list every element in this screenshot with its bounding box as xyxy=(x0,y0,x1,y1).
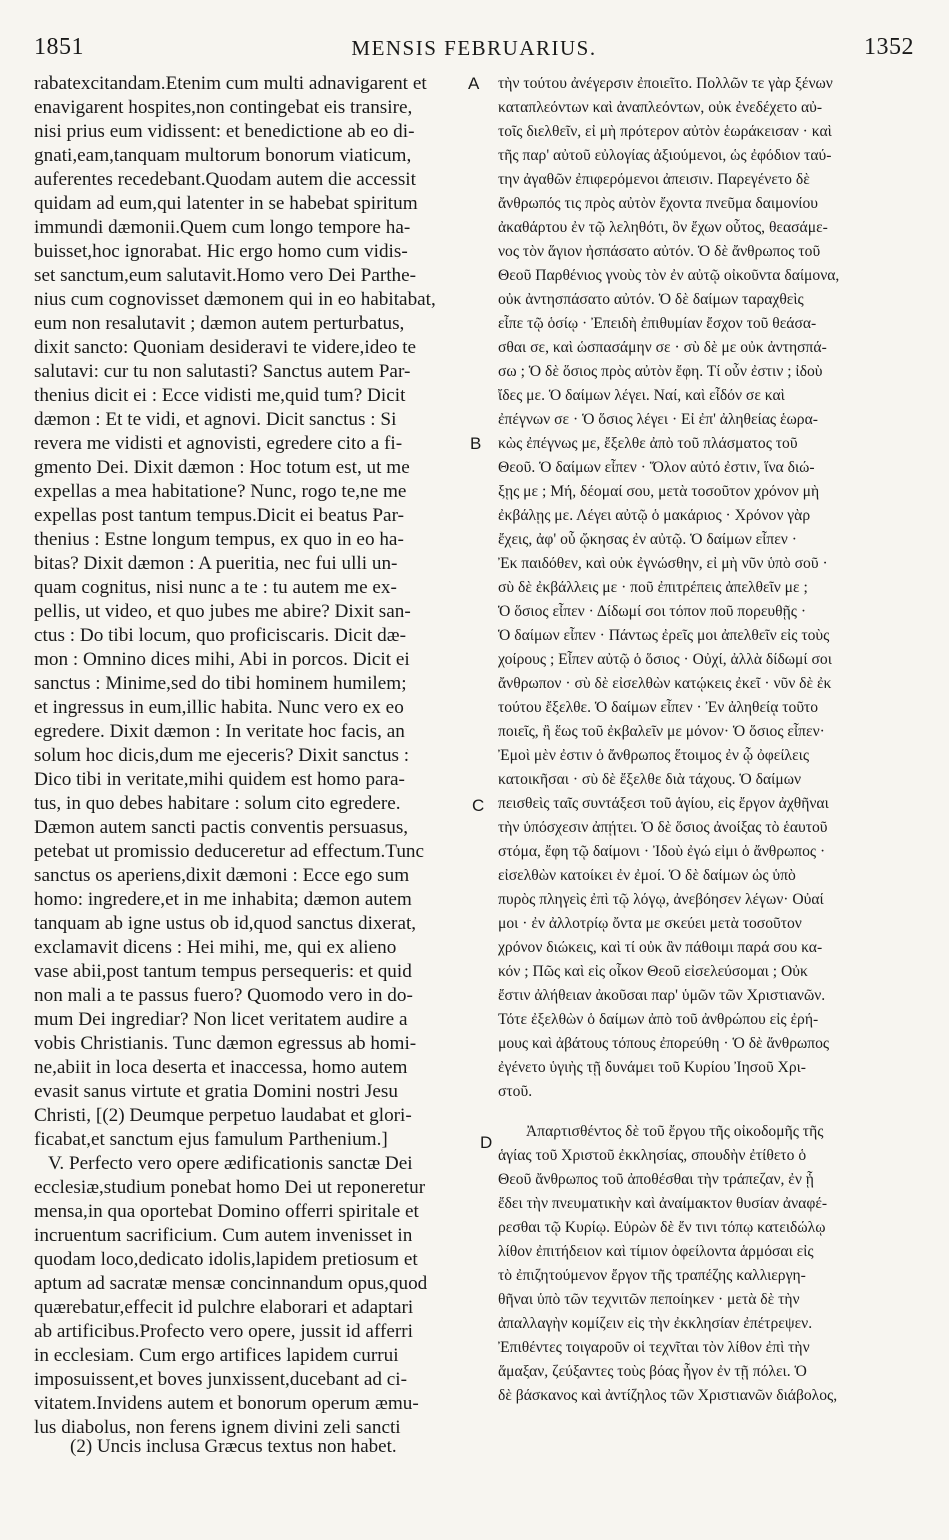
text-line: thenius : Estne longum tempus, ex quo in eo ha- xyxy=(34,529,404,550)
text-line: Dæmon autem sancti pactis conventis persuasus, xyxy=(34,817,409,838)
text-line: ne,abiit in loca deserta et inaccessa, homo autem xyxy=(34,1057,408,1078)
footnote: (2) Uncis inclusa Græcus textus non habet. xyxy=(70,1436,397,1457)
text-line: immundi dæmonii.Quem cum longo tempore ha- xyxy=(34,217,411,238)
greek-column-lower xyxy=(498,1120,918,1408)
text-line: vase abii,post tantum tempus persequeris: et quid xyxy=(34,961,412,982)
text-line: θῆναι ὑπὸ τῶν τεχνιτῶν πεποίηκεν · μετὰ δὲ τὴν xyxy=(498,1291,800,1308)
text-line: eum non resalutavit ; dæmon autem perturbatus, xyxy=(34,313,405,334)
text-line: εἰσελθὼν κατοίκει ἐν ἐμοί. Ὁ δὲ δαίμων ὡς ὑπὸ xyxy=(498,867,796,884)
text-line: ἀπαλλαγὴν κομίζειν εἰς τὴν ἐκκλησίαν ἐπέτρεψεν. xyxy=(498,1315,813,1332)
text-line: evasit sanus virtute et gratia Domini nostri Jesu xyxy=(34,1081,398,1102)
text-line: revera me vidisti et agnovisti, egredere cito a fi- xyxy=(34,433,403,454)
text-line: nius cum cognovisset dæmonem qui in eo habitabat, xyxy=(34,289,436,310)
text-line: στοῦ. xyxy=(498,1083,533,1100)
text-line: στόμα, ἔφη τῷ δαίμονι · Ἰδοὺ ἐγώ εἰμι ὁ ἄνθρωπος · xyxy=(498,843,826,860)
text-line: ἄνθρωπός τις πρὸς αὐτὸν ἔχοντα πνεῦμα δαιμονίου xyxy=(498,195,819,212)
text-line: την ἀγαθῶν ἐπιφερόμενοι ἀπεισιν. Παρεγένετο δὲ xyxy=(498,171,810,188)
text-line: ab artificibus.Profecto vero opere, jussit id afferri xyxy=(34,1321,413,1342)
text-line: νος τὸν ἅγιον ἠσπάσατο αὐτόν. Ὁ δὲ ἄνθρωπος τοῦ xyxy=(498,243,821,260)
text-line: tanquam ab igne ustus ob id,quod sanctus dixerat, xyxy=(34,913,417,934)
text-line: mon : Omnino dices mihi, Abi in porcos. Dicit ei xyxy=(34,649,410,670)
text-line: rabatexcitandam.Etenim cum multi adnavigarent et xyxy=(34,73,427,94)
section-marker-c: C xyxy=(472,796,485,815)
text-line: τούτου ἔξελθε. Ὁ δαίμων εἶπεν · Ἐν ἀληθείᾳ τοῦτο xyxy=(498,699,819,716)
text-line: τὴν ὑπόσχεσιν ἀπῄτει. Ὁ δὲ ὅσιος ἀνοίξας τὸ ἑαυτοῦ xyxy=(498,819,828,836)
text-line: ἔστιν ἀλήθειαν ἀκοῦσαι παρ' ὑμῶν τῶν Χριστιανῶν. xyxy=(498,987,826,1004)
text-line: ξῃς με ; Μή, δέομαί σου, μετὰ τοσοῦτον χρόνον μὴ xyxy=(498,483,820,500)
section-marker-a: A xyxy=(468,74,480,93)
text-line: nisi prius eum vidissent: et benedictione ab eo di- xyxy=(34,121,415,142)
section-marker-d: D xyxy=(480,1133,493,1152)
text-line: ἁγίας τοῦ Χριστοῦ ἐκκλησίας, σπουδὴν ἐτίθετο ὁ xyxy=(498,1147,807,1164)
text-line: vobis Christianis. Tunc dæmon egressus ab homi- xyxy=(34,1033,417,1054)
text-line: σθαι σε, καὶ ὡσπασάμην σε · σὺ δὲ με οὐκ ἀντησπά- xyxy=(498,339,827,356)
text-line: ἔχεις, ἀφ' οὗ ᾤκησας ἐν αὐτῷ. Ὁ δαίμων εἶπεν · xyxy=(498,531,797,548)
text-line: οὐκ ἀντησπάσατο αὐτόν. Ὁ δὲ δαίμων ταραχθεὶς xyxy=(498,291,804,308)
text-line: expellas post tantum tempus.Dicit ei beatus Par- xyxy=(34,505,404,526)
text-line: solum hoc dicis,dum me ejeceris? Dixit sanctus : xyxy=(34,745,410,766)
text-line: Θεοῦ ἄνθρωπος τοῦ ἀποθέσθαι τὴν τράπεζαν, ἐν ᾗ xyxy=(498,1171,814,1188)
text-line: et ingressus in eum,illic habita. Nunc vero ex eo xyxy=(34,697,404,718)
text-line: ἐγένετο ὑγιὴς τῇ δυνάμει τοῦ Κυρίου Ἰησοῦ Χρι- xyxy=(498,1059,806,1076)
text-line: τοῖς διελθεῖν, εἰ μὴ πρότερον αὐτὸν ἑωράκεισαν · καὶ xyxy=(498,123,832,140)
text-line: τὴν τούτου ἀνέγερσιν ἐποιεῖτο. Πολλῶν τε γὰρ ξένων xyxy=(498,75,833,92)
text-line: egredere. Dixit dæmon : In veritate hoc facis, an xyxy=(34,721,405,742)
text-line: tus, in quo debes habitare : solum cito egredere. xyxy=(34,793,401,814)
text-line: κατοικῆσαι · σὺ δὲ ἔξελθε διὰ τάχους. Ὁ δαίμων xyxy=(498,771,802,788)
text-line: vitatem.Invidens autem et bonorum operum æmu- xyxy=(34,1393,419,1414)
text-line: χρόνον διώκεις, καὶ τί οὐκ ἂν πάθοιμι παρά σου κα- xyxy=(498,939,823,956)
text-line: quam cognitus, nisi nunc a te : tu autem me ex- xyxy=(34,577,397,598)
latin-column xyxy=(34,72,476,1440)
text-line: lus diabolus, non ferens ignem divini zeli sancti xyxy=(34,1417,401,1438)
page-header xyxy=(34,34,914,64)
text-line: expellas a mea habitatione? Nunc, rogo te,ne me xyxy=(34,481,407,502)
text-line: mum Dei ingrediar? Non licet veritatem audire a xyxy=(34,1009,408,1030)
page-number-right: 1352 xyxy=(864,34,914,60)
text-line: ἅμαξαν, ζεύξαντες τοὺς βόας ἦγον ἐν τῇ πόλει. Ὁ xyxy=(498,1363,807,1380)
text-line: auferentes recedebant.Quodam autem die accessit xyxy=(34,169,416,190)
running-title: MENSIS FEBRUARIUS. xyxy=(351,36,597,60)
text-line: Ἐμοὶ μὲν ἐστιν ὁ ἄνθρωπος ἕτοιμος ἐν ᾧ ὀφείλεις xyxy=(498,747,810,764)
text-line: σω ; Ὁ δὲ ὅσιος πρὸς αὐτὸν ἔφη. Τί οὖν ἐστιν ; ἰδοὺ xyxy=(498,363,823,380)
text-line: μοι · ἐν ἀλλοτρίῳ ὄντα με σκεύει μετὰ τοσοῦτον xyxy=(498,915,802,932)
text-line: petebat ut promissio deduceretur ad effectum.Tunc xyxy=(34,841,425,862)
text-line: Christi, [(2) Deumque perpetuo laudabat et glori- xyxy=(34,1105,412,1126)
text-line: ficabat,et sanctum ejus famulum Parthenium.] xyxy=(34,1129,388,1150)
text-line: ἴδες με. Ὁ δαίμων λέγει. Ναί, καὶ εἶδόν σε καὶ xyxy=(498,387,785,404)
text-line: Τότε ἐξελθὼν ὁ δαίμων ἀπὸ τοῦ ἀνθρώπου εἰς ἐρή- xyxy=(498,1011,819,1028)
text-line: καταπλεόντων καὶ ἀναπλεόντων, οὐκ ἐνεδέχετο αὐ- xyxy=(498,99,823,116)
text-line: ἐπέγνων σε · Ὁ ὅσιος λέγει · Εἰ ἐπ' ἀληθείας ἑωρα- xyxy=(498,411,818,428)
text-line: πυρὸς πληγεὶς ἐπὶ τῷ λόγῳ, ἀνεβόησεν λέγων· Οὐαί xyxy=(498,891,824,908)
text-line: ἐκβάλῃς με. Λέγει αὐτῷ ὁ μακάριος · Χρόνον γὰρ xyxy=(498,507,811,524)
text-line: πεισθεὶς ταῖς συντάξεσι τοῦ ἁγίου, εἰς ἔργον ἀχθῆναι xyxy=(498,795,829,812)
text-line: bitas? Dixit dæmon : A pueritia, nec fui ulli un- xyxy=(34,553,398,574)
text-line: quodam loco,dedicato idolis,lapidem pretiosum et xyxy=(34,1249,418,1270)
text-line: aptum ad sacratæ mensæ concinnandum opus,quod xyxy=(34,1273,428,1294)
text-line: gnati,eam,tanquam multorum bonorum viaticum, xyxy=(34,145,412,166)
text-line: ἄνθρωπον · σὺ δὲ εἰσελθὼν κατῴκεις ἐκεῖ · νῦν δὲ ἐκ xyxy=(498,675,832,692)
text-line: thenius dicit ei : Ecce vidisti me,quid tum? Dicit xyxy=(34,385,406,406)
text-line: Dico tibi in veritate,mihi quidem est homo para- xyxy=(34,769,405,790)
page-number-left: 1851 xyxy=(34,34,84,60)
section-marker-b: B xyxy=(470,434,482,453)
text-line: κὼς ἐπέγνως με, ἔξελθε ἀπὸ τοῦ πλάσματος τοῦ xyxy=(498,435,798,452)
text-line: incruentum sacrificium. Cum autem invenisset in xyxy=(34,1225,413,1246)
text-line: λίθον ἐπιτήδειον καὶ τίμιον ὀφείλοντα ἁρμόσαι εἰς xyxy=(498,1243,814,1260)
text-line: κόν ; Πῶς καὶ εἰς οἶκον Θεοῦ εἰσελεύσομαι ; Οὐκ xyxy=(498,963,808,980)
text-line: μους καὶ ἀβάτους τόπους ἐπορεύθη · Ὁ δὲ ἄνθρωπος xyxy=(498,1035,830,1052)
text-line: σὺ δὲ ἐκβάλλεις με · ποῦ ἐπιτρέπεις ἀπελθεῖν με ; xyxy=(498,579,808,596)
text-line: τὸ ἐπιζητούμενον ἔργον τῆς τραπέζης καλλιεργη- xyxy=(498,1267,806,1284)
text-line: imposuissent,et boves junxissent,ducebant ad ci- xyxy=(34,1369,408,1390)
text-line: mensa,in qua oportebat Domino offerri spiritale et xyxy=(34,1201,419,1222)
text-line: ρεσθαι τῷ Κυρίῳ. Εὑρὼν δὲ ἔν τινι τόπῳ κατειδώλῳ xyxy=(498,1219,826,1236)
text-line: buisset,hoc ignorabat. Hic ergo homo cum vidis- xyxy=(34,241,408,262)
greek-column-upper xyxy=(498,72,918,1104)
text-line: quidam ad eum,qui latenter in se habebat spiritum xyxy=(34,193,418,214)
text-line: sanctus : Minime,sed do tibi hominem humilem; xyxy=(34,673,407,694)
text-line: non mali a te passus fuero? Quomodo vero in do- xyxy=(34,985,413,1006)
text-line: ἀκαθάρτου ἐν τῷ λεληθότι, ὃν ἔχων οὗτος, θεασάμε- xyxy=(498,219,828,236)
text-line: homo: ingredere,et in me inhabita; dæmon autem xyxy=(34,889,412,910)
text-line: εἶπε τῷ ὁσίῳ · Ἐπειδὴ ἐπιθυμίαν ἔσχον τοῦ θεάσα- xyxy=(498,315,817,332)
text-line: ecclesiæ,studium ponebat homo Dei ut reponeretur xyxy=(34,1177,426,1198)
text-line: ἔδει τὴν πνευματικὴν καὶ ἀναίμακτον θυσίαν ἀναφέ- xyxy=(498,1195,828,1212)
text-line: set sanctum,eum salutavit.Homo vero Dei Parthe- xyxy=(34,265,417,286)
text-line: Ἐκ παιδόθεν, καὶ οὐκ ἐγνώσθην, εἰ μὴ νῦν ὑπὸ σοῦ · xyxy=(498,555,828,572)
text-line: Ὁ ὅσιος εἶπεν · Δίδωμί σοι τόπον ποῦ πορευθῇς · xyxy=(498,603,807,620)
text-line: gmento Dei. Dixit dæmon : Hoc totum est, ut me xyxy=(34,457,410,478)
text-line: Ἐπιθέντες τοιγαροῦν οἱ τεχνῖται τὸν λίθον ἐπὶ τὴν xyxy=(498,1339,810,1356)
text-line: ποιεῖς, ἢ ἕως τοῦ ἐκβαλεῖν με μόνον· Ὁ ὅσιος εἶπεν· xyxy=(498,723,825,740)
text-line: enavigarent hospites,non contingebat eis transire, xyxy=(34,97,413,118)
text-line: δὲ βάσκανος καὶ ἀντίζηλος τῶν Χριστιανῶν διάβολος, xyxy=(498,1387,838,1404)
text-line: exclamavit dicens : Hei mihi, me, qui ex alieno xyxy=(34,937,397,958)
text-line: salutavi: cur tu non salutasti? Sanctus autem Par- xyxy=(34,361,411,382)
text-line: Θεοῦ Παρθένιος γνοὺς τὸν ἐν αὐτῷ οἰκοῦντα δαίμονα, xyxy=(498,267,840,284)
text-line: ctus : Do tibi locum, quo proficiscaris. Dicit dæ- xyxy=(34,625,406,646)
text-line: Ὁ δαίμων εἶπεν · Πάντως ἐρεῖς μοι ἀπελθεῖν εἰς τοὺς xyxy=(498,627,830,644)
text-line: dixit sancto: Quoniam desideravi te videre,ideo te xyxy=(34,337,417,358)
text-line: pellis, ut video, et quo jubes me abire? Dixit san- xyxy=(34,601,411,622)
text-line: χοίρους ; Εἶπεν αὐτῷ ὁ ὅσιος · Οὐχί, ἀλλὰ δίδωμί σοι xyxy=(498,651,832,668)
text-line: Ἀπαρτισθέντος δὲ τοῦ ἔργου τῆς οἰκοδομῆς τῆς xyxy=(526,1123,824,1140)
text-line: in ecclesiam. Cum ergo artifices lapidem currui xyxy=(34,1345,399,1366)
text-line: V. Perfecto vero opere ædificationis sanctæ Dei xyxy=(48,1153,413,1174)
text-line: Θεοῦ. Ὁ δαίμων εἶπεν · Ὅλον αὐτό ἐστιν, ἵνα διώ- xyxy=(498,459,815,476)
text-line: dæmon : Et te vidi, et agnovi. Dicit sanctus : Si xyxy=(34,409,397,430)
text-line: τῆς παρ' αὐτοῦ εὐλογίας ἀξιούμενοι, ὡς ἐφόδιον ταύ- xyxy=(498,147,832,164)
text-line: quærebatur,effecit id pulchre elaborari et adaptari xyxy=(34,1297,414,1318)
text-line: sanctus os aperiens,dixit dæmoni : Ecce ego sum xyxy=(34,865,410,886)
